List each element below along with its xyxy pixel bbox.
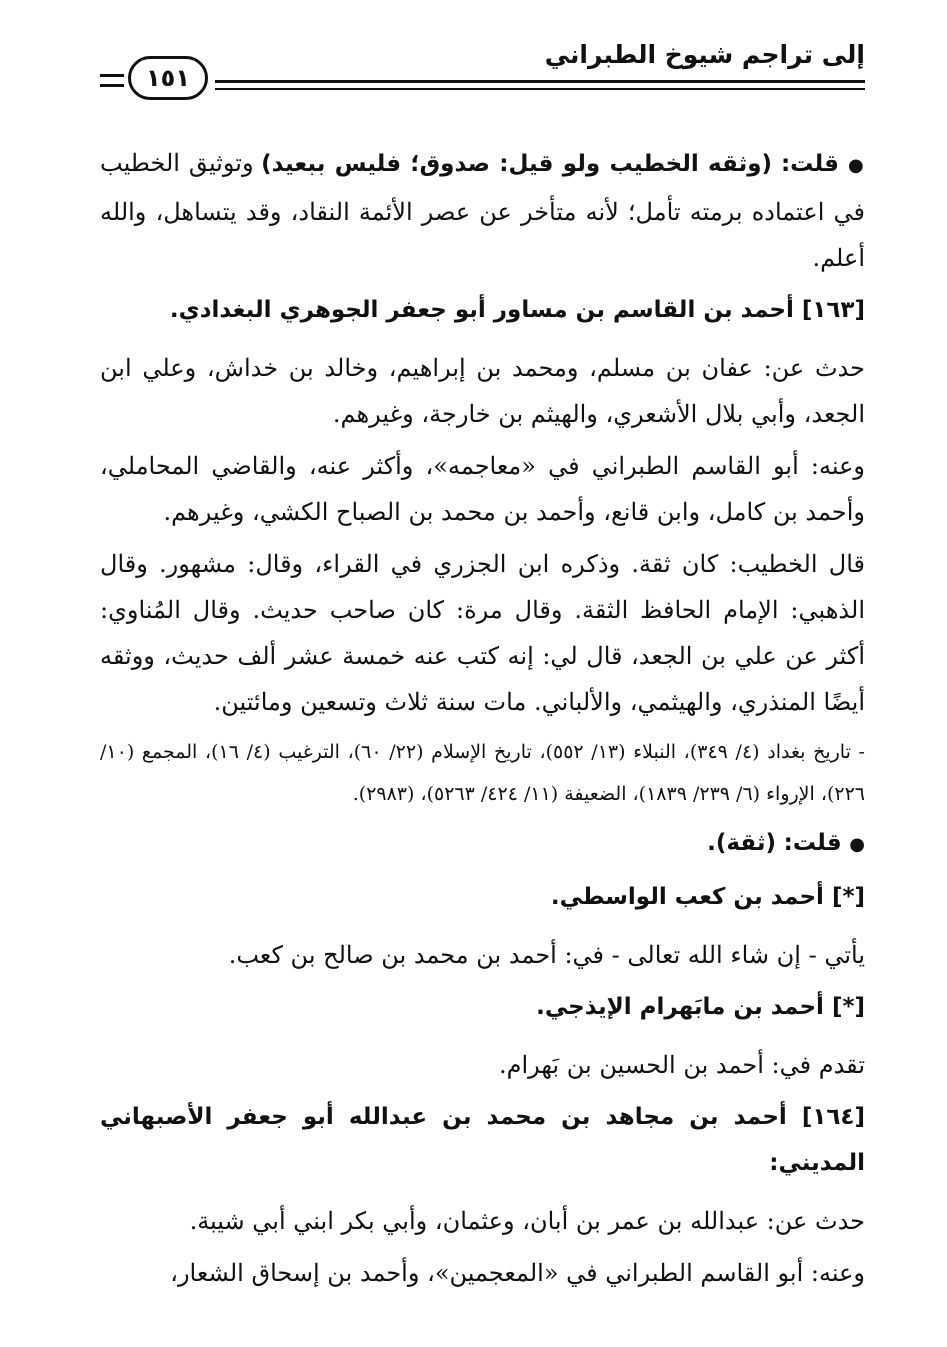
- header-rule: [215, 80, 865, 83]
- verdict-label: قلت:: [783, 830, 842, 856]
- running-title: إلى تراجم شيوخ الطبراني: [544, 40, 865, 69]
- entry-heading-164: [١٦٤] أحمد بن مجاهد بن محمد بن عبدالله أبو جعفر الأصبهاني المديني:: [100, 1104, 865, 1176]
- comment-paragraph: [100, 140, 865, 281]
- page-number: ١٥١: [128, 56, 208, 100]
- page-body: [100, 140, 865, 1302]
- cross-ref-heading-mabahram: [*] أحمد بن مابَهرام الإيذجي.: [536, 994, 865, 1020]
- entry-164-teachers: حدث عن: عبدالله بن عمر بن أبان، وعثمان، وأبي بكر ابني أبي شيبة.: [189, 1207, 865, 1235]
- entry-163-references: - تاريخ بغداد (٤/ ٣٤٩)، النبلاء (١٣/ ٥٥٢)، تاريخ الإسلام (٢٢/ ٦٠)، الترغيب (٤/ ١٦)، المجمع (١٠/ ٢٢٦)، الإرواء (٦/ ٢٣٩/ ١٨٣٩)، الضعيفة (١١/ ٤٢٤/ ٥٢٦٣)، (٢٩٨٣).: [100, 741, 865, 805]
- verdict-text: (ثقة).: [707, 830, 776, 856]
- cross-ref-text-kaab: يأتي - إن شاء الله تعالى - في: أحمد بن محمد بن صالح بن كعب.: [228, 941, 865, 969]
- entry-163-verdict: [100, 819, 865, 868]
- comment-quote: (وثقه الخطيب ولو قيل: صدوق؛ فليس ببعيد): [261, 151, 773, 177]
- bullet-icon: ●: [847, 155, 865, 176]
- entry-164-students: وعنه: أبو القاسم الطبراني في «المعجمين»، وأحمد بن إسحاق الشعار،: [170, 1259, 865, 1287]
- entry-163-assessment: قال الخطيب: كان ثقة. وذكره ابن الجزري في القراء، وقال: مشهور. وقال الذهبي: الإمام الحافظ الثقة. وقال مرة: كان صاحب حديث. وقال المُناوي: أكثر عن علي بن الجعد، قال لي: إنه كتب عنه خمسة عشر ألف حديث، ووثقه أيضًا المنذري، والهيثمي، والألباني. مات سنة ثلاث وتسعين ومائتين.: [100, 550, 865, 716]
- comment-label: قلت:: [780, 151, 839, 177]
- header-rule-thin: [215, 88, 865, 90]
- cross-ref-heading-kaab: [*] أحمد بن كعب الواسطي.: [550, 884, 865, 910]
- entry-163-students: وعنه: أبو القاسم الطبراني في «معاجمه»، وأكثر عنه، والقاضي المحاملي، وأحمد بن كامل، وابن قانع، وأحمد بن محمد بن الصباح الكشي، وغيرهم.: [100, 452, 865, 526]
- comment-text: وتوثيق الخطيب في اعتماده برمته تأمل؛ لأنه متأخر عن عصر الأئمة النقاد، وقد يتساهل، والله أعلم.: [100, 149, 865, 272]
- entry-heading-163: [١٦٣] أحمد بن القاسم بن مساور أبو جعفر الجوهري البغدادي.: [169, 297, 865, 323]
- header-dash: [100, 74, 124, 77]
- cross-ref-text-mabahram: تقدم في: أحمد بن الحسين بن بَهرام.: [498, 1051, 865, 1079]
- entry-163-teachers: حدث عن: عفان بن مسلم، ومحمد بن إبراهيم، وخالد بن خداش، وعلي ابن الجعد، وأبي بلال الأشعري، والهيثم بن خارجة، وغيرهم.: [100, 354, 865, 428]
- bullet-icon: ●: [849, 834, 865, 855]
- header-dash: [100, 84, 124, 87]
